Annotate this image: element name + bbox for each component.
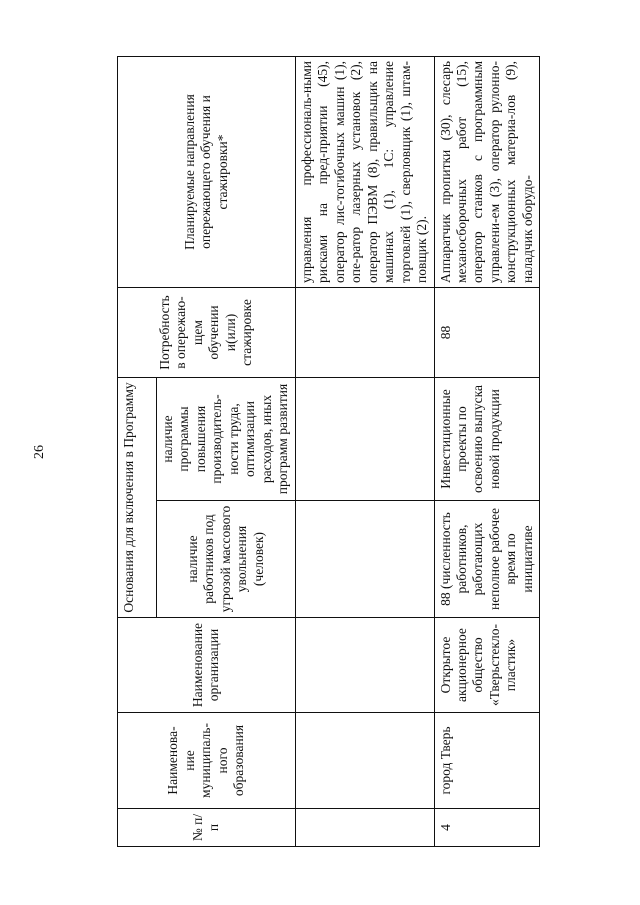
header-num: № п/п (118, 809, 296, 847)
cell-threat: 88 (численность работников, работающих неполное рабочее время по инициативе (434, 501, 540, 618)
cell-organization: Открытое акционерное общество «Тверьстекло-пластик» (434, 618, 540, 713)
programs-table (117, 56, 540, 847)
cell-municipality (295, 713, 434, 809)
header-grounds-threat: наличие работников под угрозой массового увольнения (человек) (157, 501, 296, 618)
cell-need: 88 (434, 288, 540, 378)
header-organization: Наименование организации (118, 618, 296, 713)
rotated-table-container (117, 57, 535, 847)
cell-threat (295, 501, 434, 618)
header-need: Потребность в опережаю-щем обучении и(или) стажировке (118, 288, 296, 378)
header-municipality: Наименова-ние муниципаль-ного образования (118, 713, 296, 809)
header-grounds-programs: наличие программы повышения производитель-ности труда, оптимизации расходов, иных программ развития (157, 378, 296, 501)
cell-num: 4 (434, 809, 540, 847)
header-directions: Планируемые направления опережающего обучения и стажировки* (118, 57, 296, 288)
table-row (434, 57, 540, 847)
page-number: 26 (32, 445, 47, 459)
header-grounds: Основания для включения в Программу (118, 378, 157, 618)
cell-programs: Инвестиционные проекты по освоению выпуска новой продукции (434, 378, 540, 501)
table-row (295, 57, 434, 847)
cell-organization (295, 618, 434, 713)
cell-directions: управления профессиональ-ными рисками на пред-приятии (45), оператор лис-тогибочных машин (1), опе-ратор лазерных установок (2), оператор ПЭВМ (8), правильщик на машинах (1), 1С: управление торговлей (1), сверловщик (1), штам-повщик (2). (295, 57, 434, 288)
cell-need (295, 288, 434, 378)
cell-directions: Аппаратчик пропитки (30), слесарь механосборочных работ (15), оператор станков с программным управлени-ем (3), оператор рулонно-конструкционных материа-лов (9), наладчик оборудо- (434, 57, 540, 288)
cell-programs (295, 378, 434, 501)
cell-municipality: город Тверь (434, 713, 540, 809)
header-row (118, 57, 157, 847)
cell-num (295, 809, 434, 847)
